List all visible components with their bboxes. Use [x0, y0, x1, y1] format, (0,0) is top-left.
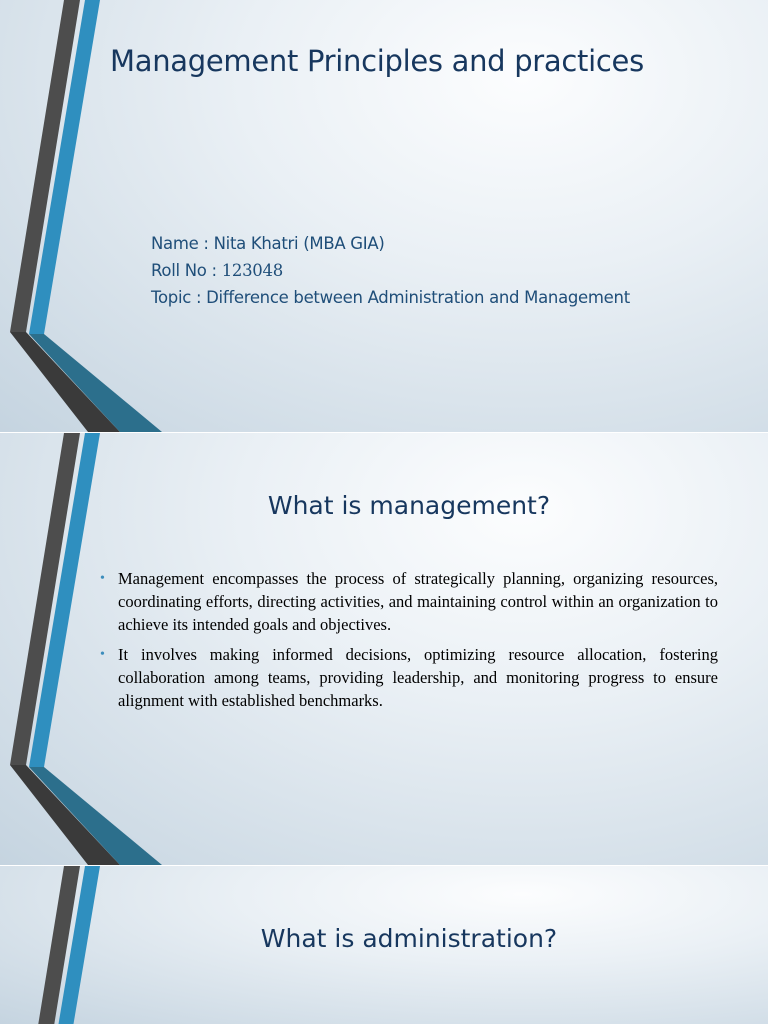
roll-number-label: Roll No :: [151, 261, 222, 280]
slide-2: [0, 433, 768, 865]
bullet-list: [100, 567, 718, 719]
roll-number-value: 123048: [221, 261, 283, 280]
slide-1: [0, 0, 768, 432]
slide-title: What is management?: [267, 491, 551, 520]
bullet-text: It involves making informed decisions, optimizing resource allocation, fostering collaboration among teams, providing leadership, and monitoring progress to ensure alignment with established benchmarks.: [118, 645, 718, 710]
slide-title: What is administration?: [260, 924, 558, 953]
bullet-item: [100, 567, 718, 636]
bullet-icon: •: [100, 647, 105, 662]
presentation-topic: Topic : Difference between Administration and Management: [151, 288, 630, 307]
bullet-icon: •: [100, 571, 105, 586]
slide-3: [0, 866, 768, 1024]
presenter-name: Name : Nita Khatri (MBA GIA): [151, 234, 385, 253]
dark-corner-shape: [10, 765, 120, 865]
bullet-item: [100, 643, 718, 712]
bullet-text: Management encompasses the process of strategically planning, organizing resources, coordinating efforts, directing activities, and maintaining control within an organization to achieve its intended goals and objectives.: [118, 569, 718, 634]
roll-number-line: [151, 257, 630, 284]
presenter-info: [151, 230, 630, 311]
dark-corner-shape: [10, 332, 120, 432]
slide-title: Management Principles and practices: [110, 44, 644, 78]
